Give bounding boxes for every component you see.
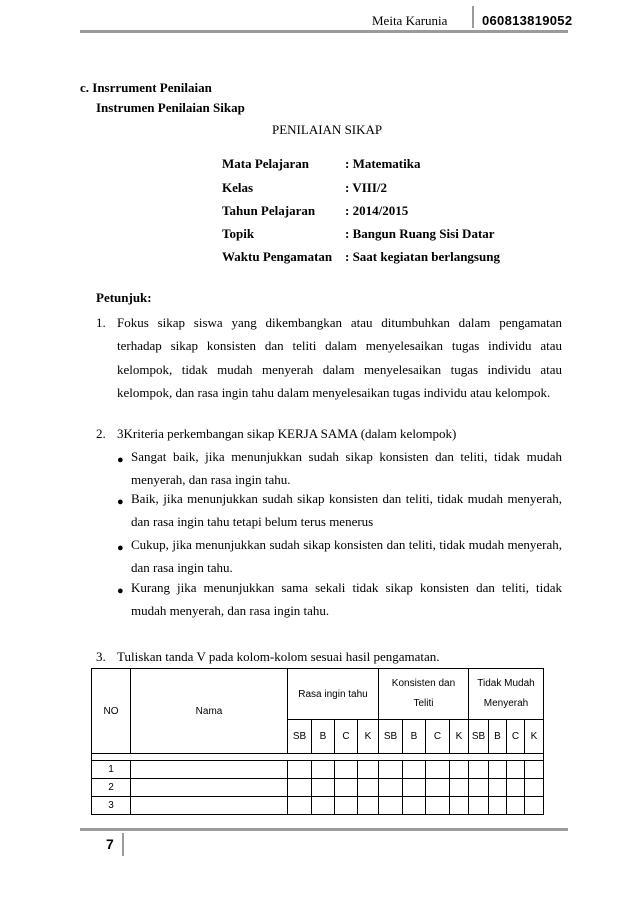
header-menyerah-line2: Menyerah — [483, 698, 529, 709]
header-author: Meita Karunia — [372, 13, 448, 28]
table-row — [92, 779, 544, 797]
subtitle: Instrumen Penilaian Sikap — [96, 100, 245, 115]
subheader-c: C — [507, 720, 525, 754]
cell[interactable] — [426, 779, 450, 797]
item-text-1: Fokus sikap siswa yang dikembangkan atau ditumbuhkan dalam pengamatan terhadap sikap konsisten dan teliti dalam menyelesaikan tugas individu atau kelompok, tidak mudah menyerah dalam menyelesaikan tugas individu atau kelompok, dan rasa ingin tahu dalam menyelesaikan tugas individu atau kelompok. — [117, 315, 562, 400]
cell[interactable] — [469, 779, 489, 797]
item-text-3: Tuliskan tanda V pada kolom-kolom sesuai hasil pengamatan. — [117, 649, 440, 664]
petunjuk-title: Petunjuk: — [96, 290, 152, 305]
cell[interactable] — [312, 761, 335, 779]
cell[interactable] — [358, 761, 379, 779]
assessment-table — [91, 668, 544, 815]
cell[interactable] — [131, 761, 288, 779]
cell[interactable] — [469, 797, 489, 815]
cell[interactable] — [450, 779, 469, 797]
cell[interactable] — [525, 797, 544, 815]
header-konsisten-line2: Teliti — [413, 698, 434, 709]
cell[interactable] — [335, 797, 358, 815]
bullet-text-baik: Baik, jika menunjukkan sudah sikap konsisten dan teliti, tidak mudah menyerah, dan rasa ingin tahu tetapi belum terus menerus — [131, 491, 562, 530]
table-spacer-row — [92, 754, 544, 761]
field-label-tahun-pelajaran: Tahun Pelajaran — [222, 203, 316, 218]
header-menyerah-line1: Tidak Mudah — [477, 678, 535, 689]
field-label-mata-pelajaran: Mata Pelajaran — [222, 156, 310, 171]
footer-rule — [80, 828, 568, 831]
cell[interactable] — [525, 761, 544, 779]
header-nama: Nama — [131, 669, 288, 754]
subheader-b: B — [312, 720, 335, 754]
header-no: NO — [92, 669, 131, 754]
cell[interactable] — [426, 761, 450, 779]
cell[interactable] — [507, 761, 525, 779]
cell[interactable] — [131, 779, 288, 797]
header-rule — [80, 30, 568, 33]
cell[interactable] — [335, 779, 358, 797]
table-row — [92, 761, 544, 779]
table-row — [92, 797, 544, 815]
bullet-icon: ● — [117, 585, 124, 597]
header-konsisten-line1: Konsisten dan — [391, 678, 456, 689]
subheader-sb: SB — [379, 720, 403, 754]
bullet-text-sangat-baik: Sangat baik, jika menunjukkan sudah sikap konsisten dan teliti, tidak mudah menyerah, dan rasa ingin tahu. — [131, 449, 562, 488]
bullet-text-cukup: Cukup, jika menunjukkan sudah sikap konsisten dan teliti, tidak mudah menyerah, dan rasa ingin tahu. — [131, 537, 562, 576]
subheader-c: C — [335, 720, 358, 754]
item-number-2: 2. — [96, 426, 106, 441]
field-value-topik: : Bangun Ruang Sisi Datar — [345, 226, 495, 241]
cell[interactable] — [288, 761, 312, 779]
header-tidak-mudah-menyerah — [469, 669, 544, 720]
cell[interactable] — [379, 761, 403, 779]
cell[interactable] — [403, 797, 426, 815]
cell[interactable] — [489, 779, 507, 797]
field-label-topik: Topik — [222, 226, 255, 241]
cell[interactable] — [288, 779, 312, 797]
field-label-kelas: Kelas — [222, 180, 254, 195]
page-number: 7 — [106, 836, 114, 852]
cell[interactable] — [489, 797, 507, 815]
field-value-tahun-pelajaran: : 2014/2015 — [345, 203, 409, 218]
subheader-c: C — [426, 720, 450, 754]
cell[interactable] — [403, 761, 426, 779]
cell[interactable] — [426, 797, 450, 815]
cell[interactable] — [489, 761, 507, 779]
row-number: 3 — [92, 797, 131, 815]
cell[interactable] — [450, 761, 469, 779]
bullet-text-kurang: Kurang jika menunjukkan sama sekali tidak sikap konsisten dan teliti, tidak mudah menyerah, dan rasa ingin tahu. — [131, 580, 562, 619]
cell[interactable] — [131, 797, 288, 815]
header-separator — [472, 6, 474, 28]
bullet-icon: ● — [117, 496, 124, 508]
field-value-mata-pelajaran: : Matematika — [345, 156, 421, 171]
cell[interactable] — [379, 779, 403, 797]
field-value-kelas: : VIII/2 — [345, 180, 388, 195]
cell[interactable] — [288, 797, 312, 815]
subheader-k: K — [358, 720, 379, 754]
cell[interactable] — [507, 797, 525, 815]
cell[interactable] — [358, 779, 379, 797]
subheader-k: K — [525, 720, 544, 754]
header-rasa-ingin-tahu: Rasa ingin tahu — [288, 669, 379, 720]
subheader-sb: SB — [288, 720, 312, 754]
cell[interactable] — [335, 761, 358, 779]
item-number-3: 3. — [96, 649, 106, 664]
cell[interactable] — [379, 797, 403, 815]
header-konsisten-teliti — [379, 669, 469, 720]
field-label-waktu-pengamatan: Waktu Pengamatan — [222, 249, 333, 264]
cell[interactable] — [469, 761, 489, 779]
subheader-b: B — [403, 720, 426, 754]
cell[interactable] — [403, 779, 426, 797]
cell[interactable] — [450, 797, 469, 815]
cell[interactable] — [525, 779, 544, 797]
subheader-k: K — [450, 720, 469, 754]
footer-separator — [122, 833, 124, 856]
cell[interactable] — [312, 779, 335, 797]
subheader-b: B — [489, 720, 507, 754]
field-value-waktu-pengamatan: : Saat kegiatan berlangsung — [345, 249, 500, 264]
form-title: PENILAIAN SIKAP — [272, 122, 383, 137]
item-number-1: 1. — [96, 315, 106, 330]
cell[interactable] — [312, 797, 335, 815]
row-number: 1 — [92, 761, 131, 779]
item-text-2: 3Kriteria perkembangan sikap KERJA SAMA (dalam kelompok) — [117, 426, 457, 441]
bullet-icon: ● — [117, 454, 124, 466]
cell[interactable] — [358, 797, 379, 815]
cell[interactable] — [507, 779, 525, 797]
section-title: c. Insrrument Penilaian — [80, 80, 212, 95]
row-number: 2 — [92, 779, 131, 797]
bullet-icon: ● — [117, 542, 124, 554]
subheader-sb: SB — [469, 720, 489, 754]
header-phone: 060813819052 — [482, 13, 573, 28]
